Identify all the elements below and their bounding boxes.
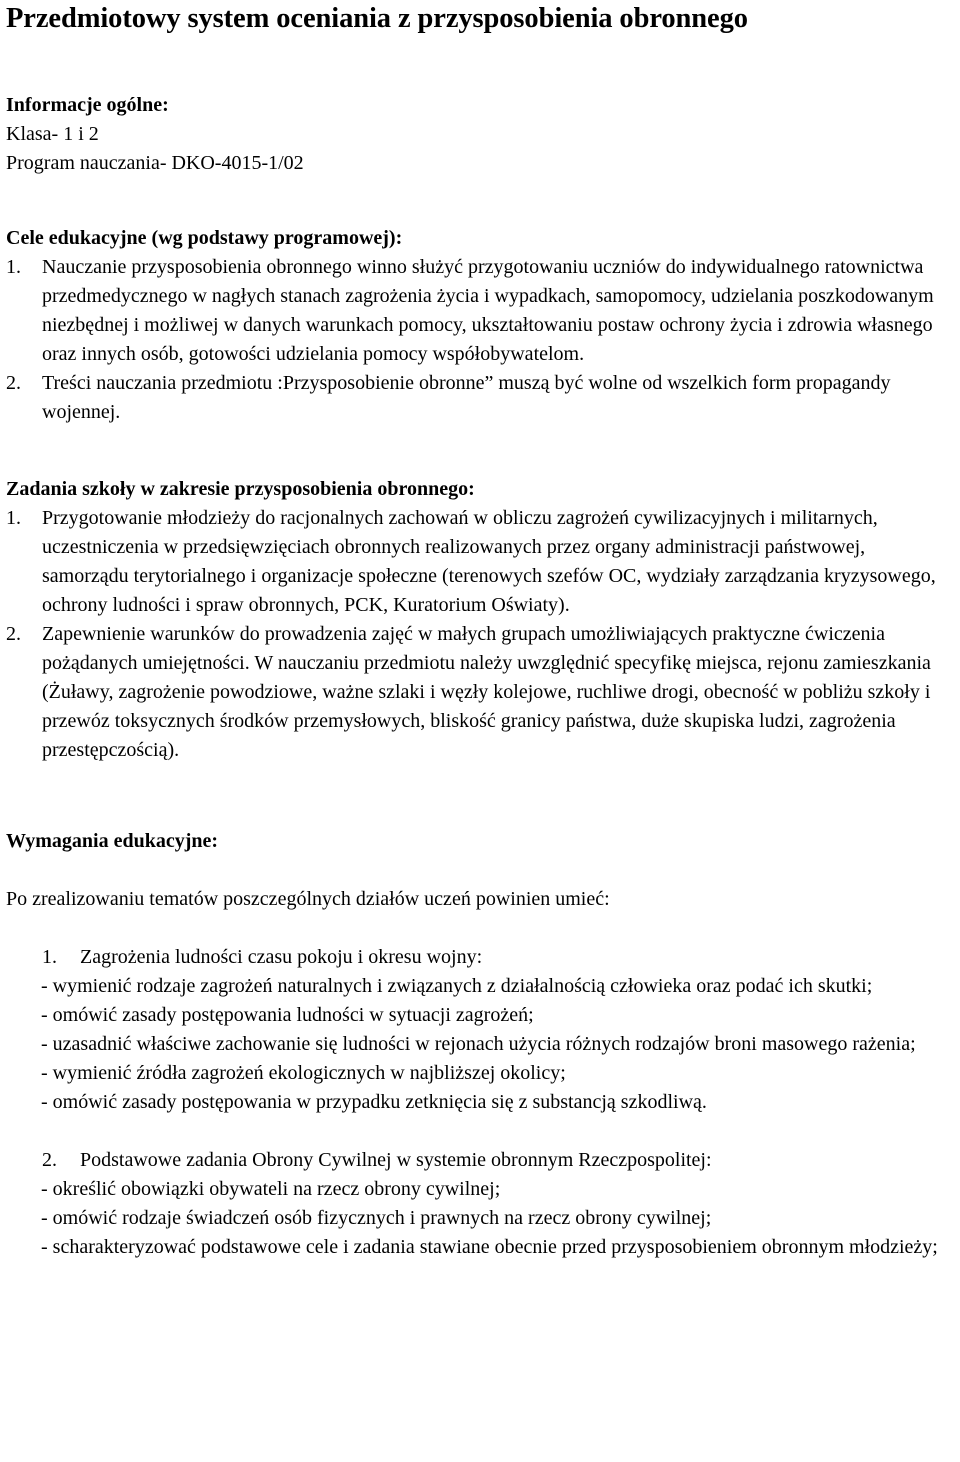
class-line: Klasa- 1 i 2 (6, 123, 99, 145)
requirement-item: - określić obowiązki obywateli na rzecz obrony cywilnej; (41, 1178, 501, 1200)
general-info-heading: Informacje ogólne: (6, 94, 169, 116)
goal-number: 1. (6, 256, 21, 278)
requirement-section-number: 1. (42, 946, 57, 968)
requirement-item: - omówić zasady postępowania w przypadku zetknięcia się z substancją szkodliwą. (41, 1091, 707, 1113)
task-item (6, 620, 956, 765)
requirements-section (6, 827, 956, 1262)
requirements-heading: Wymagania edukacyjne: (6, 830, 219, 852)
tasks-list (6, 504, 956, 765)
task-number: 2. (6, 623, 21, 645)
goal-text: Nauczanie przysposobienia obronnego winno służyć przygotowaniu uczniów do indywidualnego ratownictwa przedmedycznego w nagłych stanach zagrożenia życia i wypadkach, samopomocy, udzielania poszkodowanym niezbędnej i możliwej w danych warunkach pomocy, ukształtowaniu postaw ochrony życia i zdrowia własnego oraz innych osób, gotowości udzielania pomocy współobywatelom. (42, 256, 934, 365)
task-text: Zapewnienie warunków do prowadzenia zajęć w małych grupach umożliwiających praktyczne ćwiczenia pożądanych umiejętności. W nauczaniu przedmiotu należy uwzględnić specyfikę miejsca, rejonu zamieszkania (Żuławy, zagrożenie powodziowe, ważne szlaki i węzły kolejowe, ruchliwe drogi, obecność w pobliżu szkoły i przewóz toksycznych środków przemysłowych, bliskość granicy państwa, duże skupiska ludzi, zagrożenia przestępczością). (42, 623, 931, 761)
requirement-list (41, 972, 956, 1117)
requirement-section-2 (6, 1146, 956, 1262)
tasks-heading: Zadania szkoły w zakresie przysposobienia obronnego: (6, 478, 475, 500)
requirement-section-number: 2. (42, 1149, 57, 1171)
goals-list (6, 253, 956, 427)
requirement-item: - wymienić rodzaje zagrożeń naturalnych i związanych z działalnością człowieka oraz podać ich skutki; (41, 975, 873, 997)
requirement-item: - omówić rodzaje świadczeń osób fizycznych i prawnych na rzecz obrony cywilnej; (41, 1207, 712, 1229)
task-text: Przygotowanie młodzieży do racjonalnych zachowań w obliczu zagrożeń cywilizacyjnych i militarnych, uczestniczenia w przedsięwzięciach obronnych realizowanych przez organy administracji państwowej, samorządu terytorialnego i organizacje społeczne (terenowych szefów OC, wydziały zarządzania kryzysowego, ochrony ludności i spraw obronnych, PCK, Kuratorium Oświaty). (42, 507, 936, 616)
task-item (6, 504, 956, 620)
requirement-section-title-text: Zagrożenia ludności czasu pokoju i okresu wojny: (80, 946, 483, 968)
goals-section (6, 224, 956, 427)
program-line: Program nauczania- DKO-4015-1/02 (6, 152, 304, 174)
goal-text: Treści nauczania przedmiotu :Przysposobienie obronne” muszą być wolne od wszelkich form propagandy wojennej. (42, 372, 891, 423)
requirements-intro: Po zrealizowaniu tematów poszczególnych działów uczeń powinien umieć: (6, 888, 610, 910)
requirement-item: - wymienić źródła zagrożeń ekologicznych w najbliższej okolicy; (41, 1062, 566, 1084)
requirement-item: - scharakteryzować podstawowe cele i zadania stawiane obecnie przed przysposobieniem obronnym młodzieży; (41, 1236, 938, 1258)
document-title: Przedmiotowy system oceniania z przysposobienia obronnego (6, 3, 748, 34)
requirement-section-title-text: Podstawowe zadania Obrony Cywilnej w systemie obronnym Rzeczpospolitej: (80, 1149, 712, 1171)
requirement-section-title (42, 943, 956, 972)
requirement-list (41, 1175, 956, 1262)
goal-item (6, 253, 956, 369)
general-info-section (6, 91, 956, 178)
tasks-section (6, 475, 956, 765)
requirement-item: - omówić zasady postępowania ludności w sytuacji zagrożeń; (41, 1004, 534, 1026)
requirement-item: - uzasadnić właściwe zachowanie się ludności w rejonach użycia różnych rodzajów broni masowego rażenia; (41, 1033, 916, 1055)
requirement-section-1 (6, 943, 956, 1117)
task-number: 1. (6, 507, 21, 529)
document-page (6, 0, 956, 1262)
goal-item (6, 369, 956, 427)
requirement-section-title (42, 1146, 956, 1175)
goals-heading: Cele edukacyjne (wg podstawy programowej): (6, 227, 403, 249)
goal-number: 2. (6, 372, 21, 394)
